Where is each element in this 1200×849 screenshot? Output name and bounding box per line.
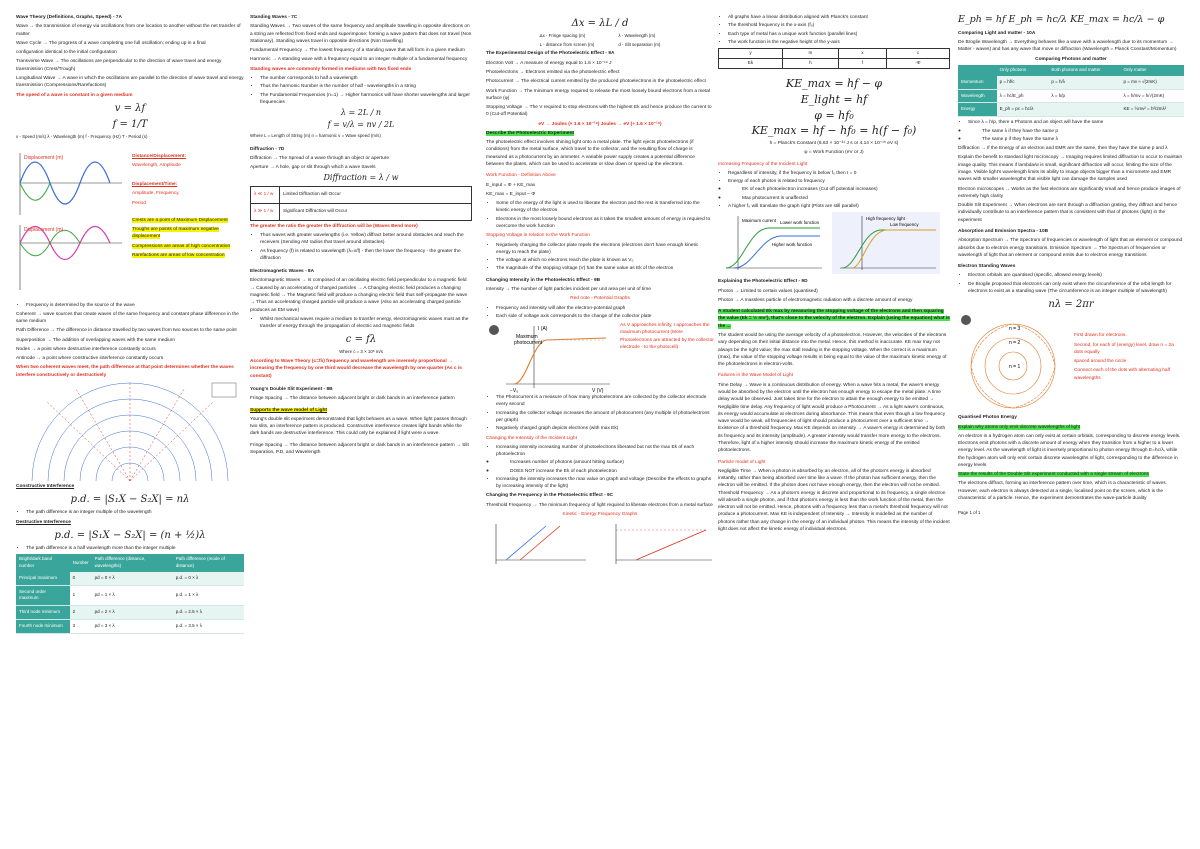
meet-title: When two coherent waves meet, the path difference at that point determines whether the waves interfere constructively or destructively (16, 365, 234, 378)
change-frequency-title: Changing the Frequency in the Photoelectric Effect - 9C (486, 493, 614, 499)
greater-list: • Thus waves with greater wavelengths (i.e. Yellow) diffract better around obstacles and reach the receivers (Sending AM radios that travel around obstacles) • As frequency (f) is related to wavelength (λ=v/f) - then the lower the frequency - the greater the diffraction (250, 232, 472, 262)
quantised-title: Quantised Photon Energy (958, 415, 1017, 421)
standing-title: Standing Waves - 7C (250, 15, 298, 20)
change-intensity-list: • Increasing intensity increasing number of photoelectrons liberated but not the max Ek of each photoelectron ◦ Increases number of photons (amount hitting surface) ◦ DOES NOT increase the Ek of each photoelectron • Increasing the intensity increases the max value on graph and voltage (Describe the effects to graphs by increasing intensity of the light) (486, 444, 714, 491)
photon-quantised: Photon → Limited to certain values (quantised) (718, 288, 818, 294)
def-config: configuration identical to the initial configuration (16, 50, 117, 56)
svg-text:Displacement (m): Displacement (m) (24, 226, 64, 233)
microscopy-explain: Explain the benefit to standard light microscopy → Imaging requires limited diffraction to occur to maintain image quality. This means if lambda/w is small, significant diffraction will occur, limiting the size of the image. Visible light's wavelength limits its ability to image objects bigger than a micrometre and EMR waves with smaller wavelengths that visible light can damage the samples used (958, 155, 1183, 183)
phi-legend: φ = Work Function (eV or J) (804, 150, 864, 156)
def-path-difference: Path Difference → The difference in distance travelled by two waves from two sources to the same point (16, 328, 237, 334)
standing-def: Standing Waves → Two waves of the same frequency and amplitude travelling in opposite directions on a string are reflected from fixed ends and superimpose; forming a wave pattern that does not travel (Non Stationary). Standing waves travel in opposite directions (Non travelling) (250, 24, 472, 44)
column-planck (718, 14, 950, 845)
table-row: Second order maximum 1 pd = 1 × λ p.d. = 1 × λ (16, 585, 244, 606)
svg-text:Higher work function: Higher work function (772, 242, 813, 248)
aperture-def: Aperture → A hole, gap or slit through which a wave travels (250, 165, 376, 171)
photon-matter-table: Only photons Both photons and matter Only matter Momentum p = hf/c p = h/λ p = mv ≈ √(2mK) Wavelength λ = hc/E_ph λ = h/p λ = h/mv = h/√(2mK) Energy E_ph = pc = hc/λ KE = ½mv² = h²/2mλ² (958, 65, 1184, 117)
particle-title: Particle model of Light (718, 459, 766, 465)
sv-list: • Negatively charging the collector plate repels the electrons (electrons don't have enough kinetic energy to reach the plate) • The voltage at which no electrons reach the plate is known as V₀ • The magnitude of the stopping voltage (V) has the same value as Ek of the electron (486, 242, 714, 273)
increasing-freq-title: Increasing Frequency of the Incident Light (718, 161, 808, 167)
def-superposition: Superposition → The addition of overlapping waves with the same medium (16, 337, 175, 343)
conversion-note: eV → Joules (× 1.6 × 10⁻¹⁹) Joules → eV (÷ 1.6 × 10⁻¹⁹) (538, 121, 662, 127)
diffraction-table (250, 186, 472, 221)
linear-mapping-table (718, 48, 950, 69)
ek-frequency-graph (486, 520, 714, 566)
eq-orbit: nλ = 2πr (1048, 299, 1094, 311)
page-footer: Page 1 of 1 (958, 510, 981, 516)
eq-frequency: f = 1/T (112, 118, 148, 130)
svg-text:Lower work function: Lower work function (780, 220, 820, 226)
eq-lambda: λ = 2L / n (340, 108, 382, 118)
intensity-title: Changing Intensity in the Photoelectric Effect - 9B (486, 277, 601, 283)
orbit-row (958, 314, 1184, 414)
absorb-body: Absorption Spectrum → The Spectrum of frequencies or wavelength of light that an element or compound absorbs due to electron energy transitions. Emission Spectrum → The Spectrum of frequencies or wavelength of light that an element or compound emits due to electron energy transitions (958, 238, 1183, 258)
fixed-title: Standing waves are commonly formed in mediums with two fixed ends (250, 66, 412, 72)
def-antinode: Antinode → a point where constructive interference constantly occurs (16, 356, 164, 362)
eq-f: f = v/λ = nv / 2L (327, 120, 395, 130)
diffraction-title: Diffraction - 7D (250, 146, 285, 152)
svg-text:Maximum current: Maximum current (742, 218, 776, 224)
destructive-title: Destructive Interference (16, 519, 71, 525)
electron-microscope: Electron microscopes → Works as the fast electrons are significantly small and hence produce images of extremely high clarity (958, 186, 1181, 199)
table-row: Principal maximum 0 pd = 0 × λ p.d. = 0 × λ (16, 572, 244, 585)
def-work-function: Work Function → The minimum energy required to release the most loosely bound electrons from a metal surface (φ) (486, 88, 711, 101)
table-row: Energy E_ph = pc = hc/λ KE = ½mv² = h²/2mλ² (958, 103, 1184, 117)
def-longitudinal: Longitudinal Wave → A wave in which the oscillations are parallel to the direction of wave travel and energy transmission (Compressions/Rarefactions) (16, 75, 244, 89)
support-body: Young's double slit experiment demonstrated that light behaves as a wave. When light passes through two slits, an interference pattern is produced. Constructive interference creates light bands while the dark bands are destructive interference. This could only be explained if light were a wave. (250, 416, 467, 437)
photon-def: Photon → A massless particle of electromagnetic radiation with a discrete amount of energy (718, 297, 913, 303)
speed-title: The speed of a wave is constant in a given medium (16, 92, 133, 98)
since-list: • Since λ = h/p, there a Photons and an object will have the same ◦ The same λ if they have the same p ◦ The same p if they have the same λ (958, 119, 1184, 143)
fundamental-def: Fundamental Frequency → The lowest frequency of a standing wave that will form in a given medium (250, 48, 465, 54)
svg-text:photocurrent: photocurrent (514, 340, 543, 347)
def-wave-cycle: Wave Cycle → The progress of a wave completing one full oscillation; ending up in a final (16, 40, 206, 46)
experiment-title: The Experimental Design of the Photoelectric Effect - 9A (486, 51, 615, 57)
frequency-current-graph (832, 212, 940, 274)
quantised-head: Explain why atoms only emit discrete wavelengths of light (958, 424, 1081, 430)
table-row: y m x c (719, 49, 950, 59)
table-row: λ ≫ 1 / w Significant Diffraction will Occur (251, 203, 472, 220)
explain-title: Explaining the Photoelectric Effect - 9D (718, 279, 808, 285)
graph-title: Red note - Potential Graphs (570, 296, 630, 302)
wf-title: Work Function - Definition Above (486, 173, 556, 179)
fringe-def: Fringe Spacing → The distance between adjacent bright or dark bands in an interference pattern (250, 396, 455, 402)
eq-diffraction: Diffraction = λ / w (323, 173, 399, 183)
band-table: Bright/dark band number Number Path difference (distance, wavelengths) Path difference (mode of distance) Principal maximum 0 pd = 0 × λ p.d. = 0 × λ Second order maximum 1 pd = 1 × λ p.d. = 1 × λ Third node minimum 2 pd = 2 × λ p.d. = 2.5 × λ Fourth node minimum 3 pd = 3 × λ p.d. = 3.5 × λ (16, 554, 244, 634)
svg-text:n = 2: n = 2 (1009, 340, 1021, 347)
svg-text:−V₀: −V₀ (510, 388, 519, 395)
wave-graph-svg (16, 145, 126, 300)
cons-note: • The path difference is an integer multiple of the wavelength (26, 509, 244, 516)
eq-wf2: KE_max = E_input − Φ (486, 191, 536, 197)
wf-list: • Some of the energy of the light is used to liberate the electron and the rest is transferred into the kinetic energy of the electron • Electrons in the most loosely bound electrons as it takes the smallest amount of energy is required to overcome the work function (486, 200, 714, 230)
column-standing-waves (250, 14, 472, 845)
var-legend: v - Speed (m/s) λ - Wavelength (m) f - Frequency (Hz) T - Period (s) (16, 133, 148, 139)
compare-head: Comparing Photons and matter (1035, 56, 1107, 62)
table-row: Momentum p = hf/c p = h/λ p = mv ≈ √(2mK) (958, 76, 1184, 89)
intensity-def: Intensity → The number of light particles incident per unit area per unit of time (486, 286, 651, 292)
def-wave: Wave → the transmission of energy via oscillations from one location to another without the net transfer of matter (16, 24, 241, 37)
electron-orbit-diagram (958, 314, 1068, 414)
photocurrent-graph-row (486, 322, 714, 394)
greater-title: The greater the ratio the greater the diffraction will be (Waves Bend more) (250, 223, 418, 229)
photon-energy-equations: E_ph = hf E_ph = hc/λ KE_max = hc/λ − φ (958, 14, 1165, 25)
threshold-def: Threshold Frequency → The minimum frequency of light required to liberate electrons from a metal surface (486, 502, 713, 508)
svg-text:I (A): I (A) (538, 326, 548, 333)
eq-fringe-spacing: Δx = λL / d (571, 18, 629, 29)
table-row: Fourth node minimum 3 pd = 3 × λ p.d. = 3.5 × λ (16, 620, 244, 634)
sv-title: Stopping Voltage in relation to the Work Function (486, 233, 590, 239)
graph-note: As V approaches infinity, I approaches the maximum photocurrent (More Photoelectrons are attracted by the collector electrode - to the photocell) (620, 323, 714, 350)
svg-text:n = 1: n = 1 (1009, 364, 1021, 371)
eq-wf1: E_input = Φ + KE_max (486, 182, 536, 188)
wave-graph-notes: Distance/Displacement: Wavelength, Amplitude Displacement/Time: Amplitude, Frequency, Period Crests are a point of Maximum Displacement Troughs are points of maximum negative displacement Compressions are areas of high concentration Rarefactions are areas of low concentration (132, 153, 231, 259)
svg-text:Displacement (m): Displacement (m) (24, 154, 64, 161)
table-row: Third node minimum 2 pd = 2 × λ p.d. = 2.5 × λ (16, 606, 244, 620)
column-photoelectric (486, 14, 714, 845)
failures-title: Failures in the Wave Model of Light (718, 373, 794, 379)
freq-source-list: • Frequency is determined by the source of the wave (16, 302, 244, 309)
increasing-freq-list: • Regardless of intensity, if the frequency is below f₀ then I = 0 • Energy of each photon is related to frequency ◦ EK of each photoelectron increases (Cut off potential increases) ◦ Max photocurrent is unaffected • A higher f₀ will translate the graph right (Plots are still parallel) (718, 170, 950, 210)
newton-note: According to Wave Theory (c=fλ) frequency and wavelength are inversely proportional → increasing the frequency by one third would decrease the wavelength by one quarter (As c is constant) (250, 359, 462, 379)
photoelectric-equations: KE_max = hf − φ E_light = hf φ = hf₀ KE_max = hf − hf₀ = h(f − f₀) (751, 77, 917, 138)
electron-standing-list: • Electron orbitals are quantised (specific, allowed energy levels) • De Broglie proposed that electrons can only exist where the circumference of the orbit length for electrons to exist as a standing wave (The circumference is an integer multiple of wavelength) (958, 272, 1184, 295)
student-answer: The student would be using the average velocity of a photoelectron. However, the velocities of the electrons vary depending on their initial distance into the metal. Hence, this method is inaccurate. KE max may not always be the right value; the max stall reading is the stopping voltage. When the correct is a maximum (max), the value of the stopping voltage results in being equal to the value of the maximum kinetic energy of the photoelectrons in electron-volts. (718, 333, 947, 368)
young-title: Young's Double Slit Experiment - 8B (250, 386, 333, 392)
fringe-def-2: Fringe Spacing → The distance between adjacent bright or dark bands in an interference pattern → Slit Separation, P.D, and Wavelength (250, 442, 469, 455)
current-graphs (718, 212, 950, 274)
svg-text:V (V): V (V) (592, 388, 604, 395)
de-broglie-def: De Broglie Wavelength → Everything behaves like a wave with a wavelength due to its momentum → Matter - waves) and has any wave that move or diffraction (Wavelength = Planck Constant/Momentum) (958, 40, 1177, 53)
student-question: A student calculated Ek max by measuring the stopping voltage of the electrons and then squaring the value (Ek = ½ mv²), that's close to the velocity of the electron. Explain (using the equation) what is the ... (718, 309, 950, 329)
def-photoelectrons: Photoelectrons → Electrons emitted via the photoelectric effect (486, 69, 620, 75)
em-title: Electromagnetic Waves - 8A (250, 269, 315, 275)
planck-legend: h = Planck's Constant (6.63 × 10⁻³⁴ J s or 4.14 × 10⁻¹⁵ eV s) (769, 141, 899, 147)
harmonic-def: Harmonic → A standing wave with a frequency equal to an integer multiple of a fundamental frequency (250, 57, 468, 63)
photocurrent-list: • The Photocurrent is a measure of how many photoelectrons are collected by the collector electrode every second • Increasing the collector voltage increases the amount of photocurrent (any multiple of photoelectrons per graph) • Negatively charged graph depicts electrons (with max Ek) (486, 394, 714, 432)
interference-diagram (16, 381, 244, 481)
absorb-title: Absorption and Emission Spectra - 10B (958, 228, 1049, 234)
eq-constructive: p.d. = |S₁X − S₂X| = nλ (70, 494, 190, 506)
support-title: Supports the wave model of Light (250, 407, 328, 413)
state-body: The electrons diffract, forming an interference pattern over time, which is a characteristic of waves. However, each electron is always detected at a single, localised point on the screen, which is the characteristic of a particle. Hence, the experiment demonstrates the wave-particle duality (958, 481, 1167, 502)
eq-speed: v = λf (114, 102, 146, 114)
def-transverse: Transverse Wave → The oscillations are perpendicular to the direction of wave travel and energy transmission (Crest/Trough) (16, 59, 222, 72)
des-note: • The path difference is a half wavelength more than the integer multiple (26, 545, 244, 552)
svg-text:Low frequency: Low frequency (890, 222, 919, 228)
diffraction-def: Diffraction → The Spread of a wave through an object or aperture (250, 155, 390, 161)
table-row: λ ≪ 1 / w Limited Diffraction will Occur (251, 186, 472, 203)
particle-body: Negligible Time → When a photon is absorbed by an electron, all of the photon's energy is absorbed instantly, rather than being absorbed over time like a wave. If the photon has sufficient energy, then the electron will be emitted. If the photon does not have enough energy, then the electron will not be emitted. Threshold Frequency → As a photon's energy is discrete and proportional to its frequency, a single electron will absorb a single photon, and if that photon's energy is less than the work function of the metal, then the electron will not be emitted. Hence, photons with a frequency less than a metal's threshold frequency will not produce a photocurrent. Max KE is independent of Intensity → Intensity is modelled as the number of photons rather than any change in the energy of an individual photon. This means the intensity of the incident light does not affect the kinetic energy of individual electrons. (718, 468, 950, 533)
svg-text:Maximum: Maximum (516, 334, 538, 341)
intensity-list: • Frequency and intensity will alter the electron-potential graph • Each side of voltage axis corresponds to the change of the collector plate (486, 305, 714, 321)
svg-text:n = 3: n = 3 (1009, 326, 1021, 333)
fixed-list: • The number corresponds to half a wavelength • Thus the harmonic Number is the number of half - wavelengths in a string • The Fundamental Frequencies (n=1) → Higher harmonics will have shorter wavelengths and larger frequencies (250, 75, 472, 106)
column-waves (16, 14, 244, 845)
double-slit-electrons: Double Slit Experiment → When electrons are sent through a diffraction grating, they diffract and hence individually contribute to an interference pattern that is consistent with that of photons (light) in the experiment (958, 203, 1178, 223)
work-function-graph (718, 212, 826, 274)
electron-standing-title: Electron Standing Waves (958, 264, 1016, 270)
svg-text:High frequency light: High frequency light (866, 216, 905, 222)
photocurrent-graph (486, 322, 614, 394)
eq-destructive: p.d. = |S₁X − S₂X| = (n + ½)λ (54, 529, 206, 541)
describe-body: The photoelectric effect involves shining light onto a metal plate. The light ejects photoelectrons (if conditions) from the metal surface, which travel to the collector, and the resulting flow of charge is measured as a photocurrent by an ammeter. A variable power supply creates a potential difference between the plates, which can be used to accelerate or slow down or speed up the electrons. (486, 140, 695, 168)
em-list-item: • Whilst mechanical waves require a medium to transfer energy, electromagnetic waves must as the transfer of energy through the propagation of electric and magnetic fields (260, 316, 472, 331)
def-photocurrent: Photocurrent → The electrical current emitted by the produced photoelectrons in the photoelectric effect (486, 79, 706, 85)
def-electron-volt: Electron Volt → A measure of energy equal to 1.6 × 10⁻¹⁹ J (486, 60, 612, 66)
c-legend: Where c = 3 × 10⁸ m/s (339, 349, 383, 355)
diffraction-matter: Diffraction → If the Energy of an electron and EMR are the same, then they have the same p and λ (958, 146, 1168, 152)
constructive-title: Constructive Interference (16, 484, 75, 490)
compare-title: Comparing Light and matter - 10A (958, 30, 1036, 36)
eq-c: c = fλ (345, 334, 377, 346)
quantised-body: An electron in a hydrogen atom can only exist at certain orbitals, corresponding to discrete energy levels. Electrons emit photons with a discrete amount of energy when they transition from a higher to a lower energy level. As the wavelength of light is inversely proportional to photon energy through E=hc/λ, while the hydrogen atom will only emit certain discrete wavelengths of light, corresponding to the difference in energy levels (958, 433, 1181, 468)
wave-graphs (16, 143, 244, 302)
table-row: Wavelength λ = hc/E_ph λ = h/p λ = h/mv = h/√(2mK) (958, 89, 1184, 103)
def-nodes: Nodes → a point where destructive interference constantly occurs (16, 346, 156, 352)
column-matter-waves (958, 14, 1184, 845)
length-legend: Where L = Length of String (m) n = harmonic v = Wave speed (m/s) (250, 132, 381, 138)
failures-body: Time Delay → Wave is a continuous distribution of energy. When a wave hits a metal, the wave's energy would be absorbed by the electron until the electron has enough energy to escape the metal plate. A time delay would be observed. Just takes time for the electron to attain the enough energy to be emitted → Negligible time delay. Any frequency of light would produce a Photocurrent → As a light wave's continuous, its energy would accumulate at electrons during absorbance. This means that even though a low frequency wave would be weak, all frequencies of light should produce a photocurrent over a sufficient time → Existence of a threshold frequency. Max KE depends on intensity → A wave's energy is determined by both its frequency and its intensity (amplitude). A greater intensity would transfer more energy to the electrons. Therefore, light of a higher intensity should increase the maximum kinetic energy of the emitted photoelectrons. (718, 382, 946, 454)
state-head: State the results of the Double Slit experiment conducted with a single stream of electrons (958, 472, 1149, 478)
em-def: Electromagnetic Waves → Is composed of an oscillating electric field perpendicular to a magnetic field → Caused by an accelerating of charged particles → A Changing electric field produces a changing magnetic field → The Magnetic field will produce a changing electric field thus self-propagate the wave → Thus an accelerating charged particle will produce a wave (Also an accelerating charged particle produces an EM wave) (250, 278, 468, 313)
def-stopping-voltage: Stopping Voltage → The V required to stop electrons with the highest Ek and hence produce the current to 0 (Cut-off Potential) (486, 105, 712, 118)
orbit-notes: First drawn for electrons. Second, for each of (energy) level, draw n = 2a dots equally spaced around the circle Connect each of the dots with alternating half wavelengths (1074, 333, 1174, 381)
describe-title: Describe the Photoelectric Experiment (486, 130, 574, 136)
table-row: Ek h f -Φ (719, 59, 950, 69)
change-intensity-title: Changing the Intensity of the Incident Light (486, 435, 577, 441)
graph-facts-list: • All graphs have a linear distribution aligned with Planck's constant • The threshold frequency is the x-axis (f₀) • Each type of metal has a unique work function (parallel lines) • The work function is the negative height of the y-axis (718, 14, 950, 46)
wave-theory-title: Wave Theory (Definitions, Graphs, Speed) - 7A (16, 15, 122, 20)
def-coherent: Coherent → wave sources that create waves of the same frequency and constant phase difference in the same medium (16, 311, 239, 325)
ek-graph-title: Kinetic - Energy Frequency Graphs (562, 512, 638, 518)
dx-legend: Δx - Fringe spacing (m) L - distance from screen (m) λ - Wavelength (m) d - Slit separation (m) (539, 33, 661, 47)
